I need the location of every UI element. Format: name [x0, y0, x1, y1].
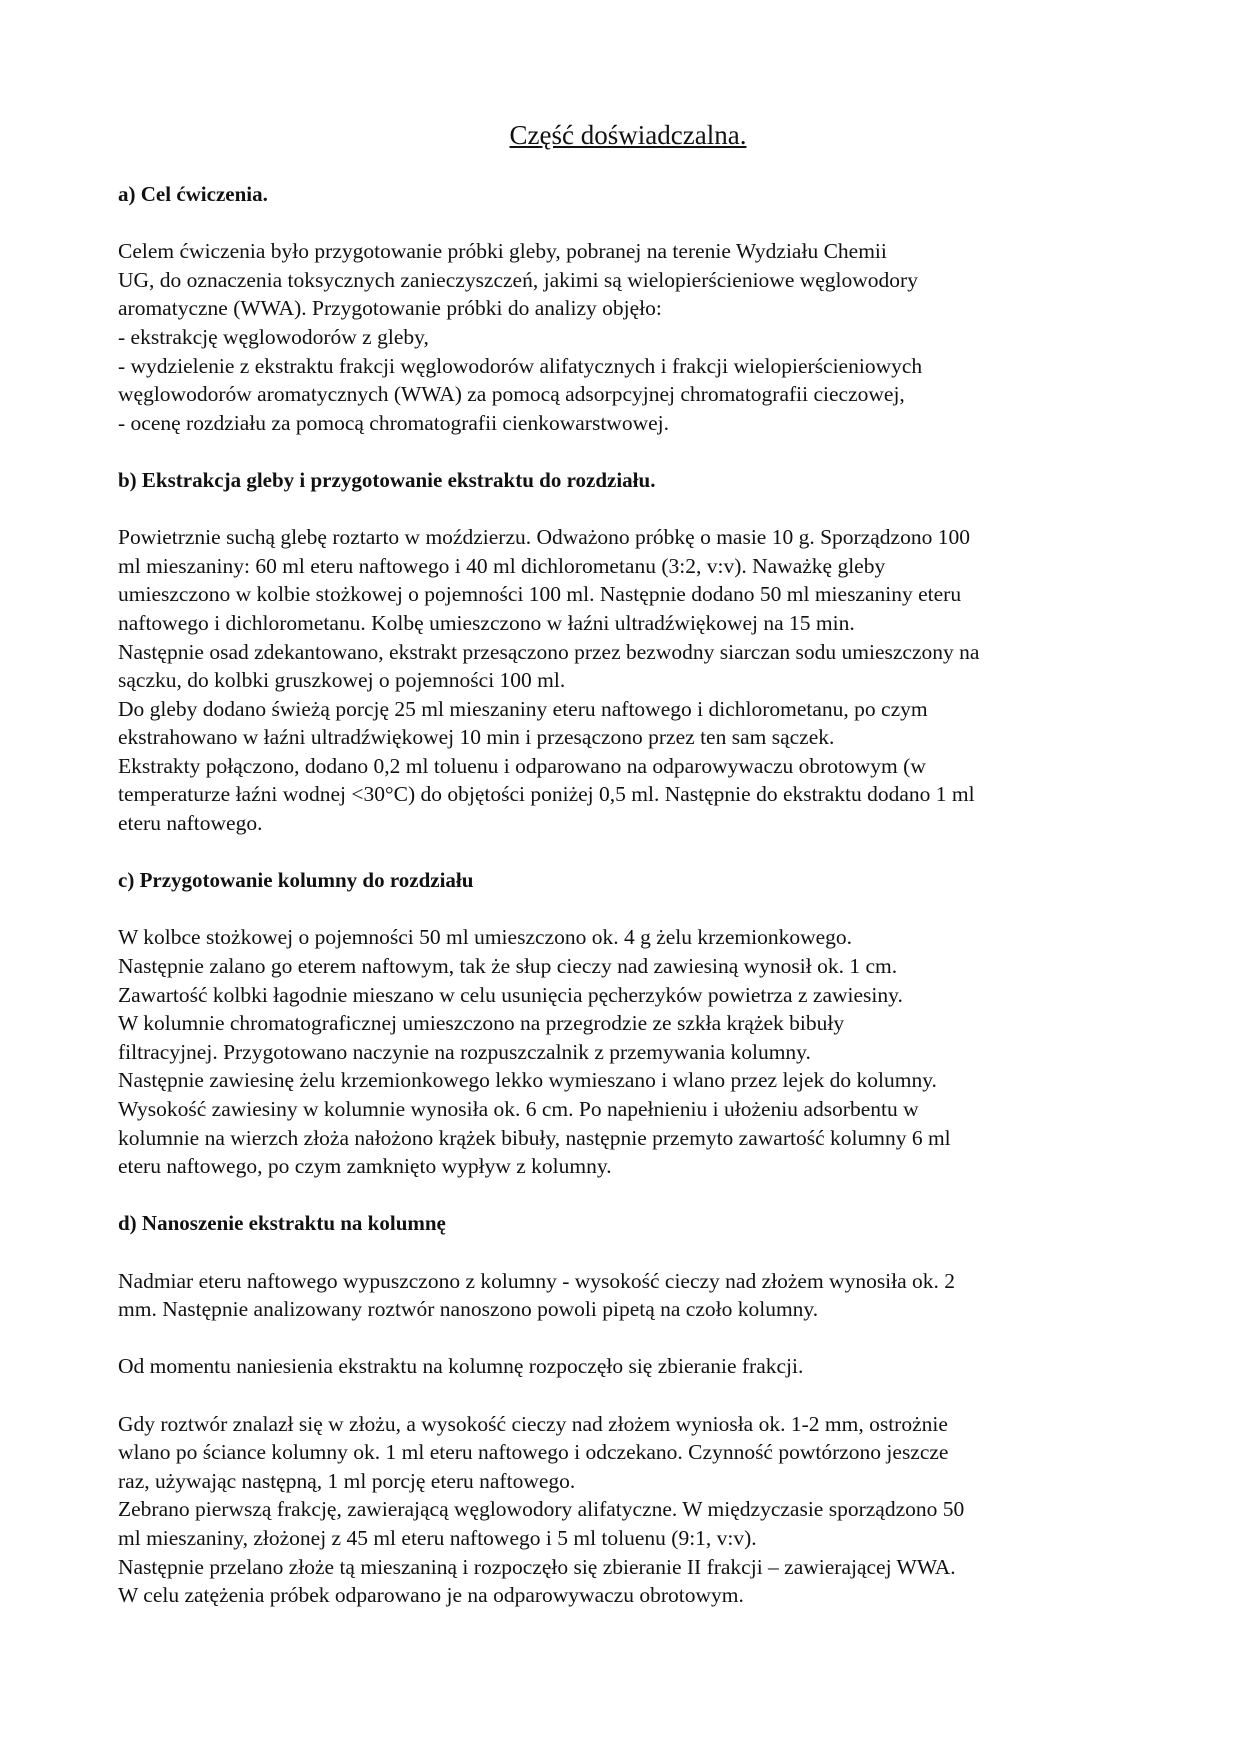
- text-line: ml mieszaniny, złożonej z 45 ml eteru naftowego i 5 ml toluenu (9:1, v:v).: [118, 1525, 757, 1550]
- text-line: Zawartość kolbki łagodnie mieszano w celu usunięcia pęcherzyków powietrza z zawiesiny.: [118, 982, 903, 1007]
- text-line: Celem ćwiczenia było przygotowanie próbki gleby, pobranej na terenie Wydziału Chemii: [118, 239, 887, 264]
- text-line: Nadmiar eteru naftowego wypuszczono z kolumny - wysokość cieczy nad złożem wynosiła ok. 2: [118, 1268, 956, 1293]
- paragraph: [118, 923, 1128, 1180]
- text-line: kolumnie na wierzch złoża nałożono krążek bibuły, następnie przemyto zawartość kolumny 6 ml: [118, 1125, 951, 1150]
- text-line: aromatyczne (WWA). Przygotowanie próbki do analizy objęło:: [118, 296, 662, 321]
- text-line: Następnie przelano złoże tą mieszaniną i rozpoczęło się zbieranie II frakcji – zawierającej WWA.: [118, 1554, 956, 1579]
- paragraph: [118, 1352, 1128, 1381]
- text-line: Następnie osad zdekantowano, ekstrakt przesączono przez bezwodny siarczan sodu umieszczony na: [118, 639, 980, 664]
- text-line: Od momentu naniesienia ekstraktu na kolumnę rozpoczęło się zbieranie frakcji.: [118, 1354, 804, 1379]
- text-line: - ocenę rozdziału za pomocą chromatografii cienkowarstwowej.: [118, 410, 669, 435]
- text-line: Następnie zawiesinę żelu krzemionkowego lekko wymieszano i wlano przez lejek do kolumny.: [118, 1068, 937, 1093]
- section-heading: a) Cel ćwiczenia.: [118, 182, 268, 206]
- text-line: W kolbce stożkowej o pojemności 50 ml umieszczono ok. 4 g żelu krzemionkowego.: [118, 925, 853, 950]
- text-line: Gdy roztwór znalazł się w złożu, a wysokość cieczy nad złożem wyniosła ok. 1-2 mm, ostrożnie: [118, 1411, 948, 1436]
- text-line: raz, używając następną, 1 ml porcję eteru naftowego.: [118, 1468, 576, 1493]
- paragraph: [118, 237, 1128, 437]
- text-line: Ekstrakty połączono, dodano 0,2 ml toluenu i odparowano na odparowywaczu obrotowym (w: [118, 753, 926, 778]
- text-line: ml mieszaniny: 60 ml eteru naftowego i 40 ml dichlorometanu (3:2, v:v). Naważkę gleby: [118, 553, 886, 578]
- text-line: Powietrznie suchą glebę roztarto w moździerzu. Odważono próbkę o masie 10 g. Sporządzono 100: [118, 525, 970, 550]
- text-line: W kolumnie chromatograficznej umieszczono na przegrodzie ze szkła krążek bibuły: [118, 1011, 845, 1036]
- text-line: wlano po ściance kolumny ok. 1 ml eteru naftowego i odczekano. Czynność powtórzono jeszcze: [118, 1440, 949, 1465]
- section: [118, 180, 1128, 437]
- section: [118, 466, 1128, 838]
- text-line: mm. Następnie analizowany roztwór nanoszono powoli pipetą na czoło kolumny.: [118, 1297, 819, 1322]
- paragraph: [118, 1410, 1128, 1610]
- text-line: - wydzielenie z ekstraktu frakcji węglowodorów alifatycznych i frakcji wielopierścieniowych: [118, 353, 923, 378]
- text-line: sączku, do kolbki gruszkowej o pojemności 100 ml.: [118, 668, 566, 693]
- text-line: eteru naftowego.: [118, 811, 263, 836]
- sections: [118, 180, 1128, 1610]
- paragraph: [118, 523, 1128, 838]
- page-title: Część doświadczalna.: [509, 120, 747, 150]
- text-line: Wysokość zawiesiny w kolumnie wynosiła ok. 6 cm. Po napełnieniu i ułożeniu adsorbentu w: [118, 1097, 919, 1121]
- text-line: Do gleby dodano świeżą porcję 25 ml mieszaniny eteru naftowego i dichlorometanu, po czym: [118, 696, 928, 721]
- paragraph: [118, 1267, 1128, 1324]
- text-line: temperaturze łaźni wodnej <30°C) do objętości poniżej 0,5 ml. Następnie do ekstraktu dodano 1 ml: [118, 782, 975, 807]
- text-line: W celu zatężenia próbek odparowano je na odparowywaczu obrotowym.: [118, 1583, 744, 1608]
- section: [118, 866, 1128, 1181]
- text-line: - ekstrakcję węglowodorów z gleby,: [118, 324, 429, 349]
- text-line: węglowodorów aromatycznych (WWA) za pomocą adsorpcyjnej chromatografii cieczowej,: [118, 382, 905, 407]
- text-line: umieszczono w kolbie stożkowej o pojemności 100 ml. Następnie dodano 50 ml mieszaniny eteru: [118, 582, 962, 607]
- text-line: filtracyjnej. Przygotowano naczynie na rozpuszczalnik z przemywania kolumny.: [118, 1039, 811, 1064]
- section-heading: d) Nanoszenie ekstraktu na kolumnę: [118, 1211, 446, 1236]
- document-page: [118, 118, 1128, 1638]
- text-line: ekstrahowano w łaźni ultradźwiękowej 10 min i przesączono przez ten sam sączek.: [118, 725, 835, 750]
- text-line: eteru naftowego, po czym zamknięto wypływ z kolumny.: [118, 1154, 612, 1179]
- text-line: naftowego i dichlorometanu. Kolbę umieszczono w łaźni ultradźwiękowej na 15 min.: [118, 610, 855, 635]
- section-heading: b) Ekstrakcja gleby i przygotowanie ekstraktu do rozdziału.: [118, 467, 656, 492]
- text-line: Następnie zalano go eterem naftowym, tak że słup cieczy nad zawiesiną wynosił ok. 1 cm.: [118, 954, 898, 979]
- text-line: Zebrano pierwszą frakcję, zawierającą węglowodory alifatyczne. W międzyczasie sporządzono 50: [118, 1497, 965, 1522]
- text-line: UG, do oznaczenia toksycznych zanieczyszczeń, jakimi są wielopierścieniowe węglowodory: [118, 267, 918, 292]
- section-heading: c) Przygotowanie kolumny do rozdziału: [118, 868, 474, 893]
- section: [118, 1209, 1128, 1609]
